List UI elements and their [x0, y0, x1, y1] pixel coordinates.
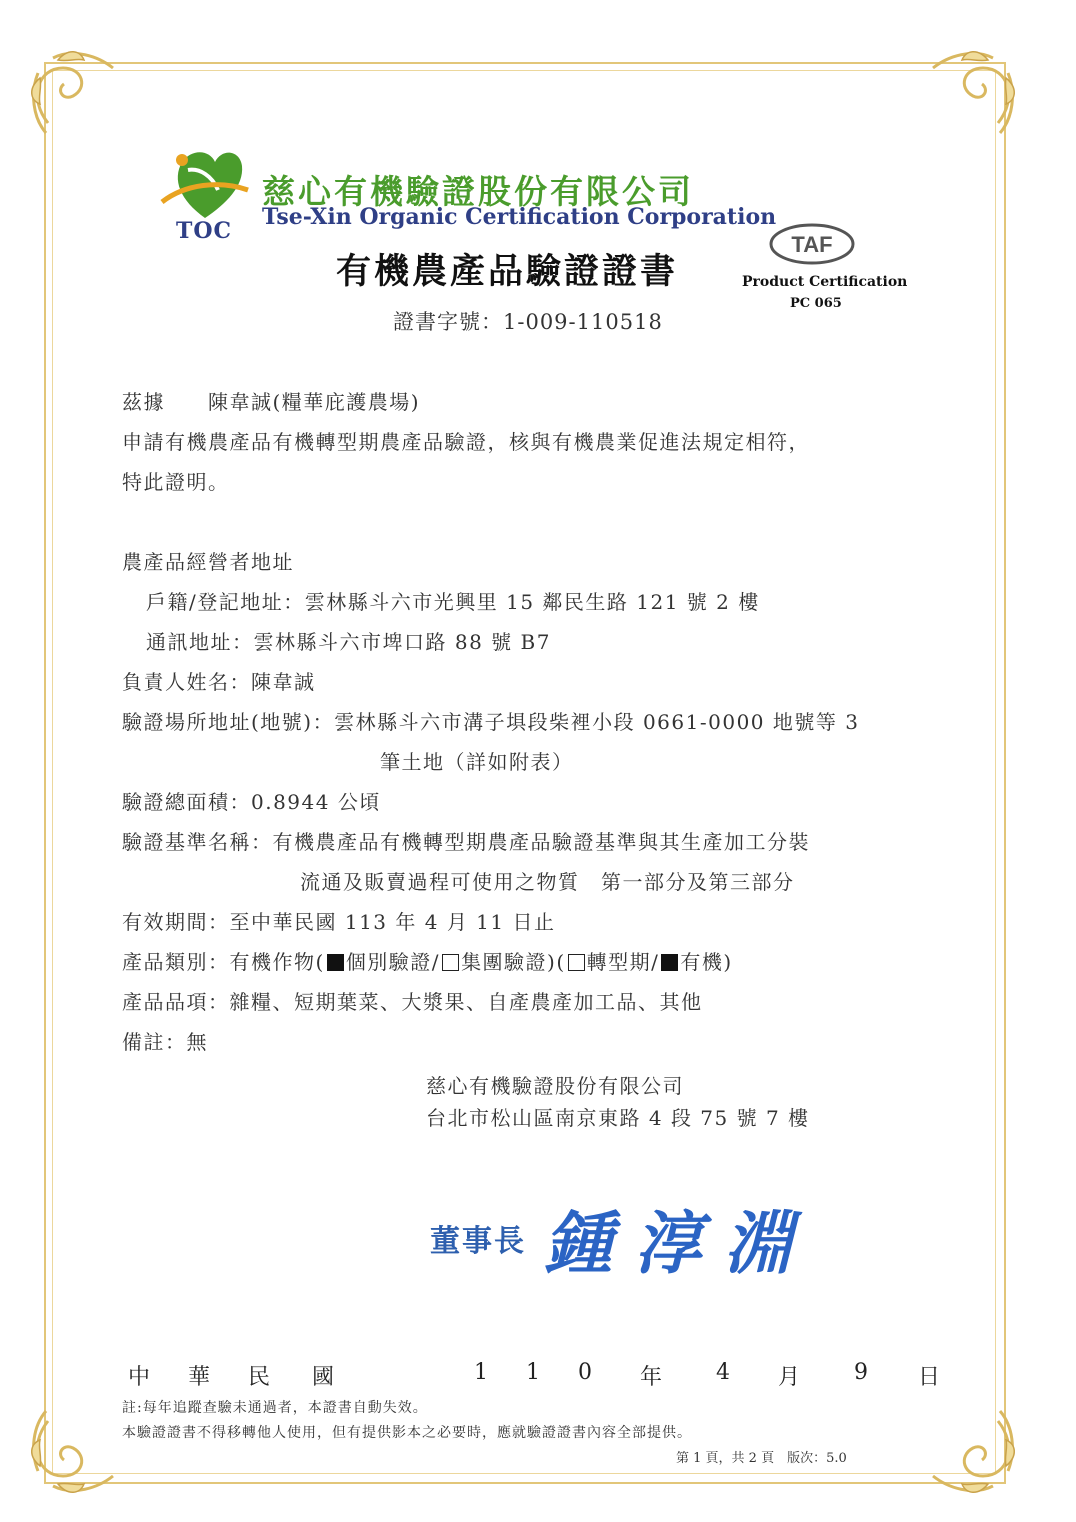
total-area: 驗證總面積：0.8944 公頃: [122, 790, 381, 814]
taf-product-certification: Product Certification: [742, 274, 908, 290]
date-year-digit: 1: [474, 1360, 488, 1385]
corner-ornament-bottom-left: [18, 1396, 128, 1506]
category-transition: 轉型期/: [586, 950, 660, 974]
date-day: 9: [854, 1360, 868, 1385]
certification-statement: 特此證明。: [122, 470, 230, 494]
standard-line2: 流通及販賣過程可使用之物質 第一部分及第三部分: [300, 870, 795, 894]
date-char: 中: [128, 1365, 151, 1390]
date-char: 月: [778, 1365, 801, 1390]
category-individual: 個別驗證/: [345, 950, 441, 974]
toc-leaf-logo: [160, 140, 250, 225]
certificate-number: 證書字號：1-009-110518: [393, 310, 663, 334]
checkbox-individual-checked: [327, 954, 344, 971]
date-char: 國: [312, 1365, 335, 1390]
date-char: 民: [248, 1365, 271, 1390]
company-name-english: Tse-Xin Organic Certification Corporation: [262, 204, 777, 230]
product-category-row: [122, 946, 733, 975]
certificate-title: 有機農產品驗證證書: [336, 251, 679, 292]
taf-accreditation-number: PC 065: [790, 296, 842, 311]
company-name-chinese: 慈心有機驗證股份有限公司: [262, 172, 694, 211]
date-char: 日: [918, 1365, 941, 1390]
checkbox-transition-unchecked: [568, 954, 585, 971]
category-organic: 有機): [680, 950, 733, 974]
checkbox-organic-checked: [661, 954, 678, 971]
category-group: 集團驗證)(: [461, 950, 566, 974]
corner-ornament-bottom-right: [918, 1396, 1028, 1506]
date-year-digit: 0: [578, 1360, 592, 1385]
taf-mark-text: TAF: [791, 232, 833, 257]
remarks: 備註：無: [122, 1030, 208, 1054]
household-address: 戶籍/登記地址：雲林縣斗六市光興里 15 鄰民生路 121 號 2 樓: [146, 590, 760, 614]
date-month: 4: [716, 1360, 730, 1385]
address-heading: 農產品經營者地址: [122, 550, 294, 574]
issuer-name: 慈心有機驗證股份有限公司: [426, 1074, 684, 1098]
application-statement: 申請有機農產品有機轉型期農產品驗證，核與有機農業促進法規定相符，: [122, 430, 810, 454]
applicant-line: 茲據 陳韋誠(糧華庇護農場): [122, 390, 421, 414]
issuer-address: 台北市松山區南京東路 4 段 75 號 7 樓: [426, 1106, 810, 1130]
site-address-line2: 筆土地（詳如附表）: [380, 750, 574, 774]
signatory-title: 董事長: [430, 1224, 526, 1259]
toc-logo-text: TOC: [176, 218, 233, 244]
footnote-transfer: 本驗證證書不得移轉他人使用，但有提供影本之必要時，應就驗證證書內容全部提供。: [122, 1425, 692, 1441]
corner-ornament-top-left: [18, 38, 128, 148]
corner-ornament-top-right: [918, 38, 1028, 148]
date-char: 年: [640, 1365, 663, 1390]
mailing-address: 通訊地址：雲林縣斗六市埤口路 88 號 B7: [146, 630, 551, 654]
standard-line1: 驗證基準名稱：有機農產品有機轉型期農產品驗證基準與其生產加工分裝: [122, 830, 810, 854]
category-label: 產品類別：有機作物(: [122, 950, 325, 974]
footnote-validity: 註:每年追蹤查驗未通過者，本證書自動失效。: [122, 1400, 428, 1416]
person-in-charge: 負責人姓名：陳韋誠: [122, 670, 316, 694]
chairman-signature: 鍾淳淵: [544, 1204, 815, 1284]
page-version-info: 第 1 頁，共 2 頁 版次：5.0: [676, 1451, 847, 1466]
taf-accreditation-logo: [768, 222, 856, 266]
date-year-digit: 1: [526, 1360, 540, 1385]
validity-period: 有效期間：至中華民國 113 年 4 月 11 日止: [122, 910, 556, 934]
product-items: 產品品項：雜糧、短期葉菜、大漿果、自產農產加工品、其他: [122, 990, 703, 1014]
date-char: 華: [188, 1365, 211, 1390]
checkbox-group-unchecked: [442, 954, 459, 971]
site-address-line1: 驗證場所地址(地號)：雲林縣斗六市溝子埧段柴裡小段 0661-0000 地號等 3: [122, 710, 860, 734]
